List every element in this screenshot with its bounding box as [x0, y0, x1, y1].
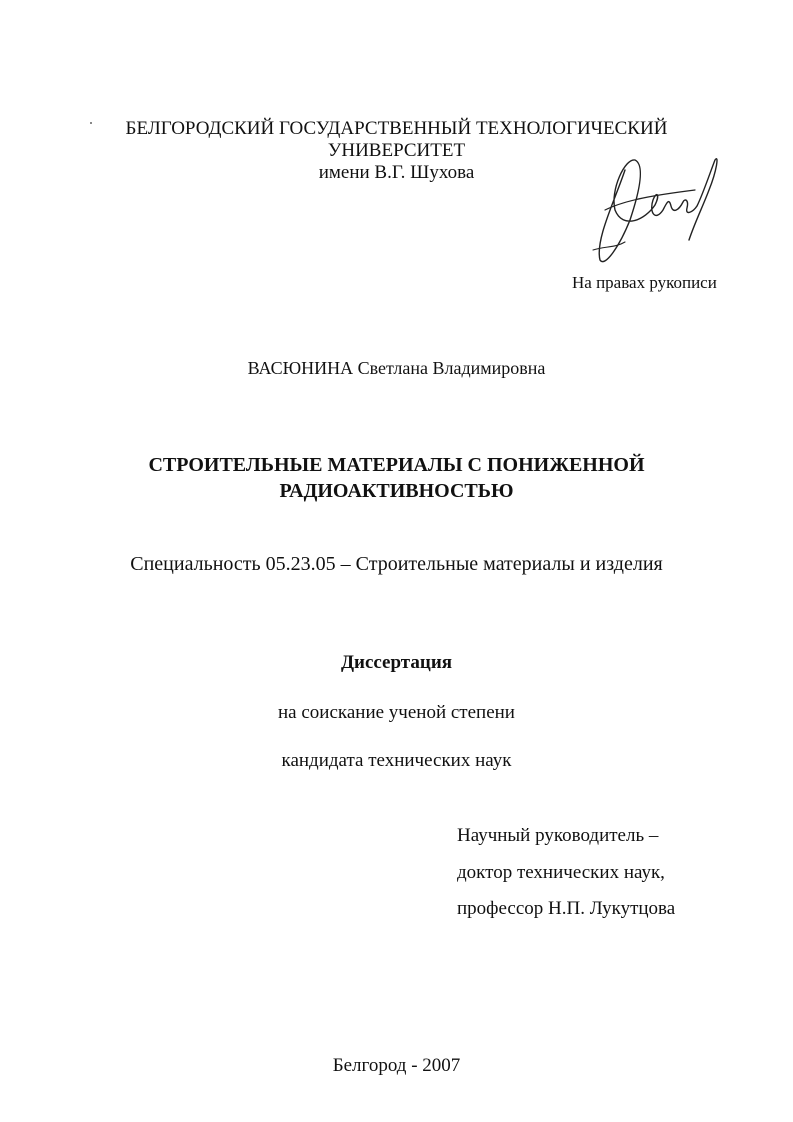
- specialty: Специальность 05.23.05 – Строительные материалы и изделия: [130, 553, 663, 575]
- author-name: ВАСЮНИНА Светлана Владимировна: [247, 358, 546, 378]
- thesis-title-line1: СТРОИТЕЛЬНЫЕ МАТЕРИАЛЫ С ПОНИЖЕННОЙ: [148, 454, 645, 476]
- dissertation-heading: Диссертация: [340, 652, 453, 673]
- supervisor-line1: Научный руководитель –: [457, 825, 659, 846]
- degree-line2: кандидата технических наук: [281, 750, 512, 771]
- degree-line1: на соискание ученой степени: [278, 702, 515, 723]
- thesis-title-line2: РАДИОАКТИВНОСТЬЮ: [279, 480, 514, 502]
- manuscript-rights-note: На правах рукописи: [572, 273, 717, 292]
- supervisor-line3: профессор Н.П. Лукутцова: [457, 898, 676, 919]
- handwritten-signature: [585, 150, 725, 270]
- university-name-line1: БЕЛГОРОДСКИЙ ГОСУДАРСТВЕННЫЙ ТЕХНОЛОГИЧЕСКИЙ: [125, 118, 668, 139]
- city-year: Белгород - 2007: [332, 1055, 461, 1076]
- supervisor-line2: доктор технических наук,: [457, 862, 665, 883]
- university-name-line2: УНИВЕРСИТЕТ: [327, 140, 466, 161]
- university-name-line3: имени В.Г. Шухова: [318, 162, 475, 183]
